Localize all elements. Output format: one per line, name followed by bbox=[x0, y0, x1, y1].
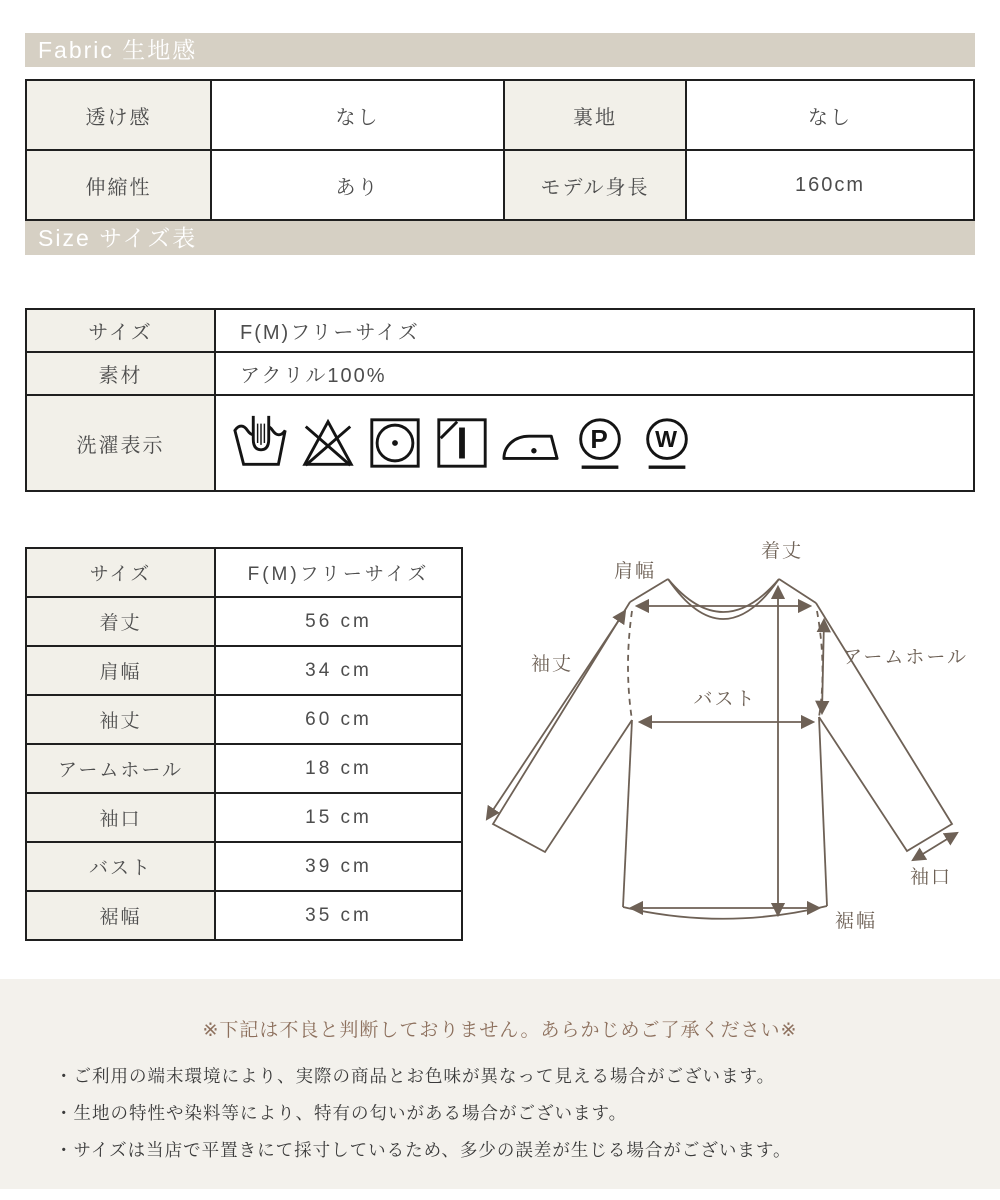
care-row-label: 洗濯表示 bbox=[26, 395, 215, 491]
measure-header-label: サイズ bbox=[26, 548, 215, 597]
line-dry-shade-icon bbox=[433, 414, 491, 472]
fabric-row-value: なし bbox=[686, 80, 974, 150]
measure-value: 35 cm bbox=[215, 891, 462, 940]
care-symbols-cell bbox=[215, 395, 974, 491]
measure-value: 56 cm bbox=[215, 597, 462, 646]
fabric-section-header: Fabric 生地感 bbox=[25, 33, 975, 67]
measure-value: 15 cm bbox=[215, 793, 462, 842]
measure-value: 60 cm bbox=[215, 695, 462, 744]
size-row-label: 素材 bbox=[26, 352, 215, 395]
table-row bbox=[26, 352, 974, 395]
fabric-row-value: あり bbox=[211, 150, 504, 220]
fabric-row-value: なし bbox=[211, 80, 504, 150]
size-row-value: アクリル100% bbox=[215, 352, 974, 395]
table-row bbox=[26, 695, 462, 744]
diagram-label-shoulder: 肩幅 bbox=[613, 561, 657, 582]
table-row bbox=[26, 395, 974, 491]
disclaimer-list bbox=[0, 1058, 1000, 1169]
disclaimer-item: ・生地の特性や染料等により、特有の匂いがある場合がございます。 bbox=[55, 1103, 628, 1123]
measurement-table bbox=[25, 547, 463, 941]
table-row bbox=[26, 309, 974, 352]
measure-value: 34 cm bbox=[215, 646, 462, 695]
fabric-row-label: 裏地 bbox=[504, 80, 686, 150]
garment-measurement-diagram bbox=[475, 527, 975, 967]
wet-clean-letter: W bbox=[655, 425, 679, 452]
diagram-label-bust: バスト bbox=[693, 689, 757, 710]
table-row bbox=[26, 150, 974, 220]
size-table bbox=[25, 308, 975, 492]
measure-value: 39 cm bbox=[215, 842, 462, 891]
tumble-dry-low-icon bbox=[366, 414, 424, 472]
table-row bbox=[26, 548, 462, 597]
measure-label: 袖口 bbox=[26, 793, 215, 842]
disclaimer-title: ※下記は不良と判断しておりません。あらかじめご了承ください※ bbox=[202, 1020, 798, 1041]
measure-value: 18 cm bbox=[215, 744, 462, 793]
measure-label: バスト bbox=[26, 842, 215, 891]
table-row bbox=[26, 891, 462, 940]
iron-low-heat-icon bbox=[500, 414, 562, 472]
measurement-area bbox=[25, 541, 975, 947]
fabric-row-label: 透け感 bbox=[26, 80, 211, 150]
measure-label: 袖丈 bbox=[26, 695, 215, 744]
dry-clean-letter: P bbox=[590, 423, 610, 454]
care-icons bbox=[232, 414, 973, 472]
fabric-row-label: モデル身長 bbox=[504, 150, 686, 220]
fabric-row-value: 160cm bbox=[686, 150, 974, 220]
table-row bbox=[26, 793, 462, 842]
table-row bbox=[26, 744, 462, 793]
wet-clean-w-icon bbox=[638, 414, 696, 472]
measure-header-value: F(M)フリーサイズ bbox=[215, 548, 462, 597]
disclaimer-item: ・ご利用の端末環境により、実際の商品とお色味が異なって見える場合がございます。 bbox=[55, 1066, 776, 1086]
table-row bbox=[26, 80, 974, 150]
diagram-label-hem: 裾幅 bbox=[835, 911, 878, 932]
fabric-table bbox=[25, 79, 975, 221]
do-not-bleach-icon bbox=[299, 414, 357, 472]
table-row bbox=[26, 597, 462, 646]
diagram-label-armhole: アームホール bbox=[843, 647, 969, 668]
size-row-value: F(M)フリーサイズ bbox=[215, 309, 974, 352]
diagram-label-length: 着丈 bbox=[760, 541, 804, 562]
measure-label: 肩幅 bbox=[26, 646, 215, 695]
disclaimer-section bbox=[0, 979, 1000, 1189]
dry-clean-p-icon bbox=[571, 414, 629, 472]
table-row bbox=[26, 842, 462, 891]
measure-label: 着丈 bbox=[26, 597, 215, 646]
size-row-label: サイズ bbox=[26, 309, 215, 352]
fabric-row-label: 伸縮性 bbox=[26, 150, 211, 220]
measure-label: 裾幅 bbox=[26, 891, 215, 940]
diagram-label-cuff: 袖口 bbox=[909, 867, 953, 888]
size-section-header: Size サイズ表 bbox=[25, 221, 975, 255]
hand-wash-icon bbox=[232, 414, 290, 472]
disclaimer-item: ・サイズは当店で平置きにて採寸しているため、多少の誤差が生じる場合がございます。 bbox=[55, 1140, 792, 1160]
diagram-label-sleeve: 袖丈 bbox=[530, 654, 574, 675]
measure-label: アームホール bbox=[26, 744, 215, 793]
table-row bbox=[26, 646, 462, 695]
